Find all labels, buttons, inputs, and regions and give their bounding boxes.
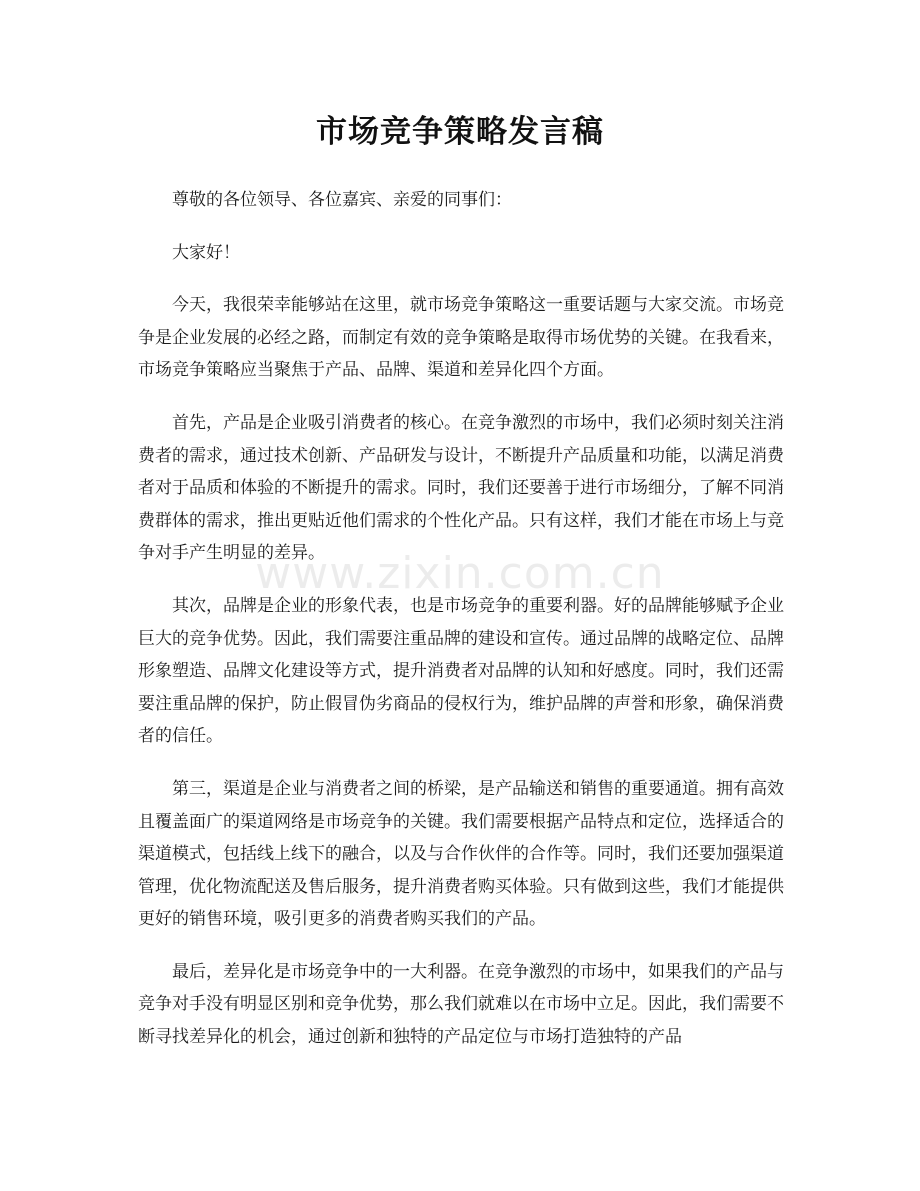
document-title: 市场竞争策略发言稿 xyxy=(316,114,604,150)
watermark: www.zixin.com.cn xyxy=(255,548,665,599)
paragraph-greeting: 大家好！ xyxy=(172,242,240,263)
paragraph-differentiation: 最后，差异化是市场竞争中的一大利器。在竞争激烈的市场中，如果我们的产品与竞争对手没有明显区别和竞争优势，那么我们就难以在市场中立足。因此，我们需要不断寻找差异化的机会，通过创新和独特的产品定位与市场打造独特的产品 xyxy=(138,961,784,1048)
paragraph-intro: 今天，我很荣幸能够站在这里，就市场竞争策略这一重要话题与大家交流。市场竞争是企业发展的必经之路，而制定有效的竞争策略是取得市场优势的关键。在我看来，市场竞争策略应当聚焦于产品、品牌、渠道和差异化四个方面。 xyxy=(138,295,784,381)
paragraph-channel: 第三，渠道是企业与消费者之间的桥梁，是产品输送和销售的重要通道。拥有高效且覆盖面广的渠道网络是市场竞争的关键。我们需要根据产品特点和定位，选择适合的渠道模式，包括线上线下的融合，以及与合作伙伴的合作等。同时，我们还要加强渠道管理，优化物流配送及售后服务，提升消费者购买体验。只有做到这些，我们才能提供更好的销售环境，吸引更多的消费者购买我们的产品。 xyxy=(138,778,784,930)
paragraph-salutation: 尊敬的各位领导、各位嘉宾、亲爱的同事们： xyxy=(172,190,512,210)
document-body xyxy=(138,184,784,1074)
paragraph-brand: 其次，品牌是企业的形象代表，也是市场竞争的重要利器。好的品牌能够赋予企业巨大的竞争优势。因此，我们需要注重品牌的建设和宣传。通过品牌的战略定位、品牌形象塑造、品牌文化建设等方式，提升消费者对品牌的认知和好感度。同时，我们还需要注重品牌的保护，防止假冒伪劣商品的侵权行为，维护品牌的声誉和形象，确保消费者的信任。 xyxy=(138,595,784,747)
paragraph-product: 首先，产品是企业吸引消费者的核心。在竞争激烈的市场中，我们必须时刻关注消费者的需求，通过技术创新、产品研发与设计，不断提升产品质量和功能，以满足消费者对于品质和体验的不断提升的需求。同时，我们还要善于进行市场细分，了解不同消费群体的需求，推出更贴近他们需求的个性化产品。只有这样，我们才能在市场上与竞争对手产生明显的差异。 xyxy=(138,412,784,564)
